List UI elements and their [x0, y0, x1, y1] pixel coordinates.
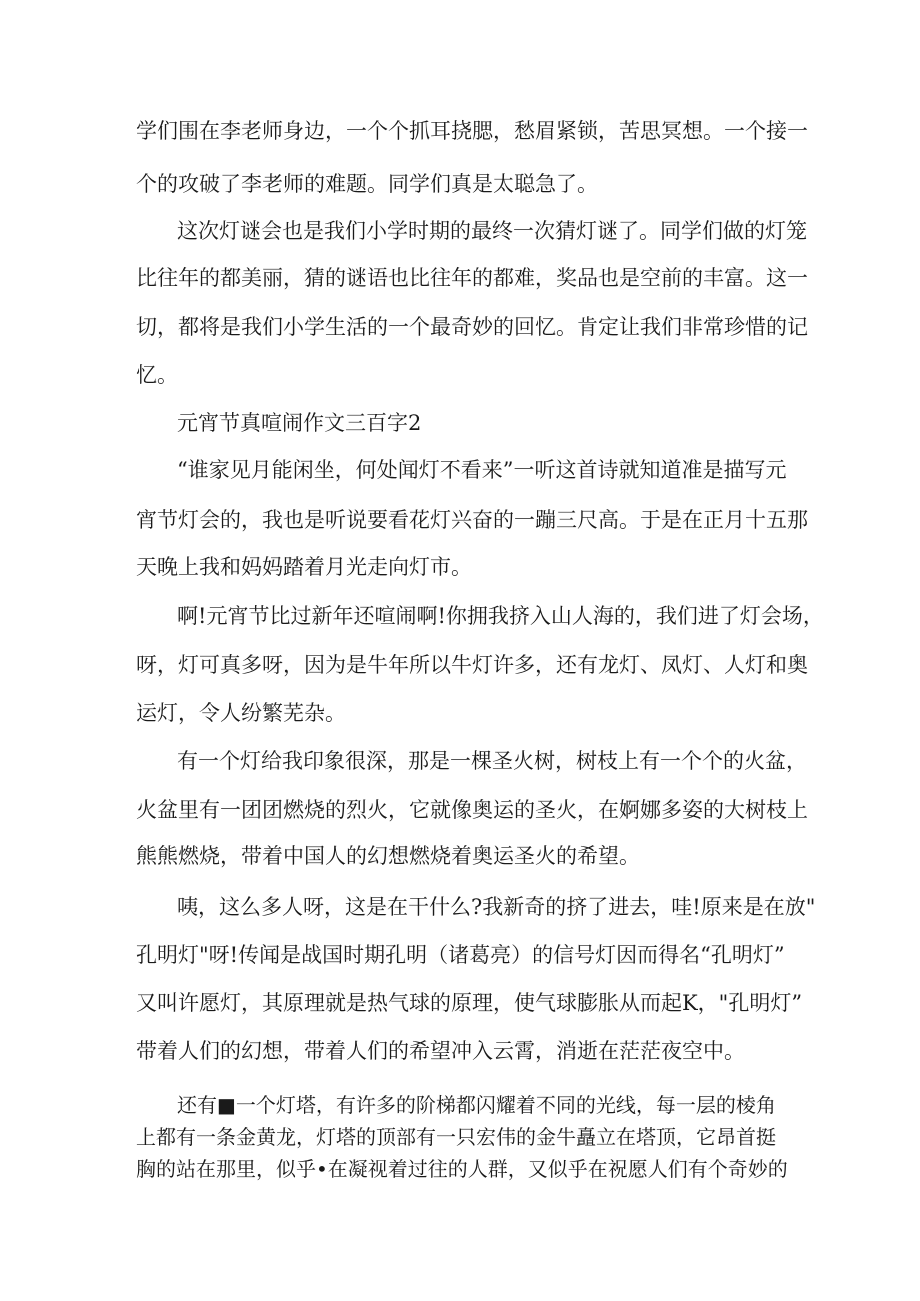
text-line: 又叫许愿灯，其原理就是热气球的原理，使气球膨胀从而起K，"孔明灯” — [136, 991, 803, 1015]
text-line: 带着人们的幻想，带着人们的希望冲入云霄，消逝在茫茫夜空中。 — [136, 1039, 745, 1063]
text-line: 学们围在李老师身边，一个个抓耳挠腮，愁眉紧锁，苦思冥想。一个接一 — [136, 119, 808, 143]
text-line: 上都有一条金黄龙，灯塔的顶部有一只宏伟的金牛矗立在塔顶，它昂首挺 — [136, 1125, 776, 1149]
text-line: 个的攻破了李老师的难题。同学们真是太聪急了。 — [136, 172, 598, 196]
text-line: 呀，灯可真多呀，因为是牛年所以牛灯许多，还有龙灯、凤灯、人灯和奥 — [136, 653, 808, 677]
text-line: 啊!元宵节比过新年还喧闹啊!你拥我挤入山人海的，我们进了灯会场， — [177, 604, 824, 628]
text-line: 天晚上我和妈妈踏着月光走向灯市。 — [136, 555, 472, 579]
text-line: 胸的站在那里，似乎•在凝视着过往的人群，又似乎在祝愿人们有个奇妙的 — [136, 1157, 788, 1181]
text-line: 忆。 — [136, 363, 178, 387]
text-line: 有一个灯给我印象很深，那是一棵圣火树，树枝上有一个个的火盆， — [177, 749, 807, 773]
section-heading: 元宵节真喧闹作文三百字2 — [177, 411, 422, 435]
text-line: 咦，这么多人呀，这是在干什么?我新奇的挤了进去，哇!原来是在放" — [177, 895, 816, 919]
text-line: 孔明灯"呀!传闻是战国时期孔明（诸葛亮）的信号灯因而得名“孔明灯” — [136, 943, 785, 967]
text-line: 切，都将是我们小学生活的一个最奇妙的回忆。肯定让我们非常珍惜的记 — [136, 315, 808, 339]
text-line: 宵节灯会的，我也是听说要看花灯兴奋的一蹦三尺高。于是在正月十五那 — [136, 508, 808, 532]
text-line: 这次灯谜会也是我们小学时期的最终一次猜灯谜了。同学们做的灯笼 — [177, 219, 807, 243]
text-line: “谁家见月能闲坐，何处闻灯不看来”一听这首诗就知道准是描写元 — [177, 458, 787, 482]
text-line: 火盆里有一团团燃烧的烈火，它就像奥运的圣火，在婀娜多姿的大树枝上 — [136, 798, 808, 822]
text-line: 比往年的都美丽，猜的谜语也比往年的都难，奖品也是空前的丰富。这一 — [136, 266, 808, 290]
text-line: 熊熊燃烧，带着中国人的幻想燃烧着奥运圣火的希望。 — [136, 844, 640, 868]
text-line: 运灯，令人纷繁芜杂。 — [136, 701, 346, 725]
text-line: 还有■一个灯塔，有许多的阶梯都闪耀着不同的光线，每一层的棱角 — [177, 1093, 776, 1117]
